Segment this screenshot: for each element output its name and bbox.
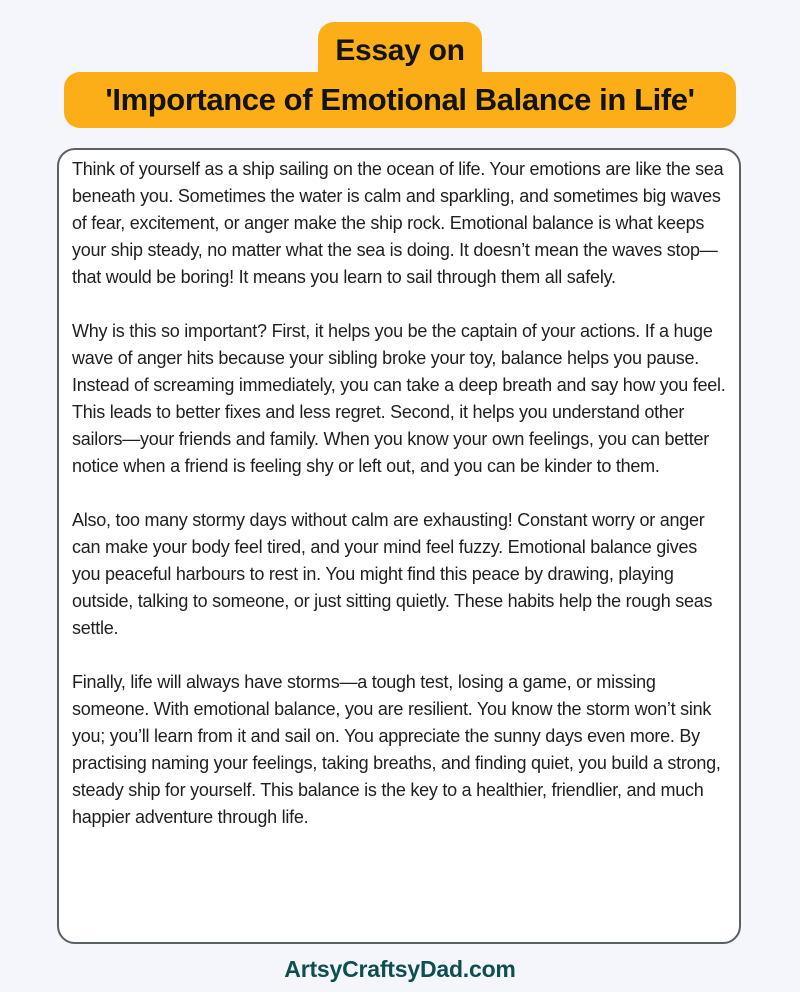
essay-title-text: 'Importance of Emotional Balance in Life' (105, 82, 695, 117)
essay-paragraph-2: Why is this so important? First, it helps you be the captain of your actions. If a huge wave of anger hits because your sibling broke your toy, balance helps you pause. Instead of screaming immediately, you can take a deep breath and say how you feel. This leads to better fixes and less regret. Second, it helps you understand other sailors—your friends and family. When you know your own feelings, you can better notice when a friend is feeling shy or left out, and you can be kinder to them. (72, 321, 726, 476)
essay-paragraph-4: Finally, life will always have storms—a tough test, losing a game, or missing someone. With emotional balance, you are resilient. You know the storm won’t sink you; you’ll learn from it and sail on. You appreciate the sunny days even more. By practising naming your feelings, taking breaths, and finding quiet, you build a strong, steady ship for yourself. This balance is the key to a healthier, friendlier, and much happier adventure through life. (72, 672, 721, 827)
essay-label-text: Essay on (335, 34, 465, 67)
essay-paragraph-1: Think of yourself as a ship sailing on the ocean of life. Your emotions are like the sea beneath you. Sometimes the water is calm and sparkling, and sometimes big waves of fear, excitement, or anger make the ship rock. Emotional balance is what keeps your ship steady, no matter what the sea is doing. It doesn’t mean the waves stop—that would be boring! It means you learn to sail through them all safely. (72, 159, 724, 287)
bottom-white-strip (0, 992, 800, 1000)
essay-title-banner (64, 72, 736, 128)
essay-paragraph-3: Also, too many stormy days without calm are exhausting! Constant worry or anger can make your body feel tired, and your mind feel fuzzy. Emotional balance gives you peaceful harbours to rest in. You might find this peace by drawing, playing outside, talking to someone, or just sitting quietly. These habits help the rough seas settle. (72, 510, 713, 638)
site-footer (0, 956, 800, 983)
essay-card (57, 148, 741, 944)
site-name: ArtsyCraftsyDad.com (284, 956, 516, 982)
